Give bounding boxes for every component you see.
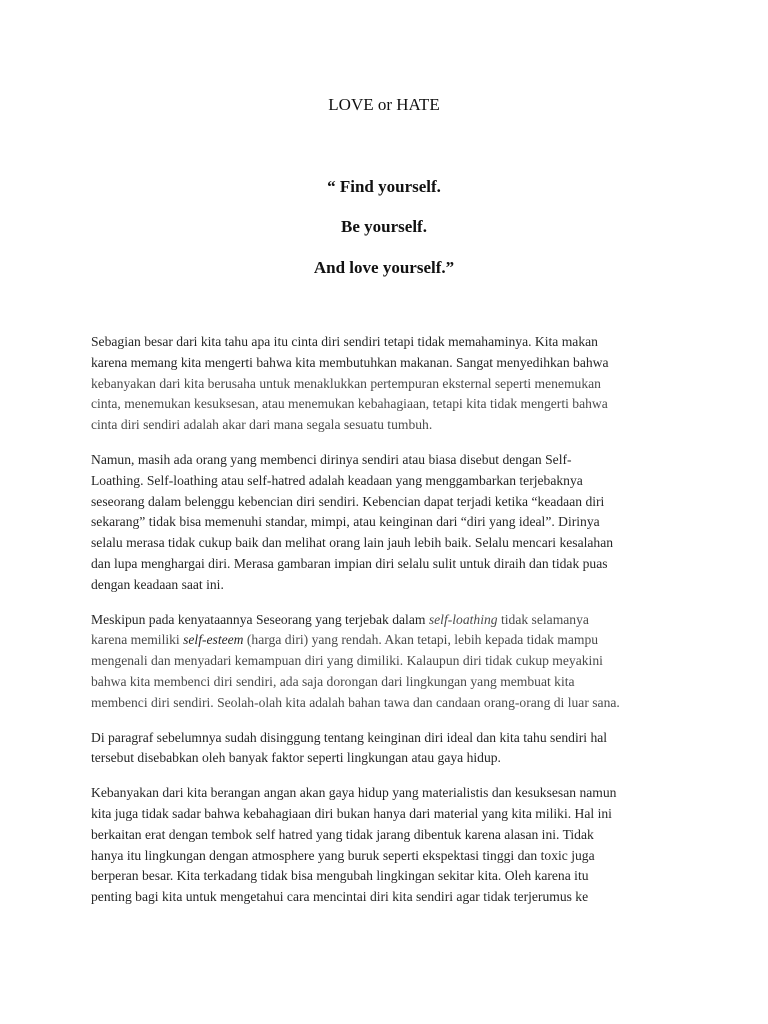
italic-term-self-loathing: self-loathing <box>428 611 498 627</box>
text-run: tidak selamanya <box>497 611 589 627</box>
quote-line-3: And love yourself.” <box>313 258 455 277</box>
paragraph-line: dengan keadaan saat ini. <box>91 576 224 592</box>
text-run: Meskipun pada kenyataannya Seseorang yang terjebak dalam <box>91 611 429 627</box>
paragraph-4 <box>91 728 677 770</box>
paragraph-2 <box>91 450 677 596</box>
paragraph-line: mengenali dan menyadari kemampuan diri yang dimiliki. Kalaupun diri tidak cukup meyakini <box>91 653 603 669</box>
paragraph-line: selalu merasa tidak cukup baik dan melihat orang lain jauh lebih baik. Selalu mencari kesalahan <box>91 535 614 551</box>
paragraph-line: penting bagi kita untuk mengetahui cara mencintai diri kita sendiri agar tidak terjerumus ke <box>91 889 589 905</box>
text-run: (harga diri) yang rendah. Akan tetapi, lebih kepada tidak mampu <box>243 632 599 648</box>
paragraph-5 <box>91 783 677 908</box>
italic-term-self-esteem: self-esteem <box>183 632 244 648</box>
paragraph-line: berperan besar. Kita terkadang tidak bisa mengubah lingkingan sekitar kita. Oleh karena itu <box>91 868 589 884</box>
quote-line-2: Be yourself. <box>341 217 427 236</box>
quote-line-1: “ Find yourself. <box>327 177 441 196</box>
paragraph-line: cinta, menemukan kesuksesan, atau menemukan kebahagiaan, tetapi kita tidak mengerti bahwa <box>91 396 608 412</box>
paragraph-3 <box>91 610 677 714</box>
paragraph-line: Loathing. Self-loathing atau self-hatred adalah keadaan yang menggambarkan terjebaknya <box>91 472 583 488</box>
paragraph-line: Di paragraf sebelumnya sudah disinggung tentang keinginan diri ideal dan kita tahu sendiri hal <box>91 729 608 745</box>
paragraph-line: berkaitan erat dengan tembok self hatred yang tidak jarang dibentuk karena alasan ini. Tidak <box>91 826 594 842</box>
paragraph-line: kita juga tidak sadar bahwa kebahagiaan diri bukan hanya dari material yang kita miliki. Hal ini <box>91 805 612 821</box>
paragraph-line: Sebagian besar dari kita tahu apa itu cinta diri sendiri tetapi tidak memahaminya. Kita makan <box>91 334 598 349</box>
paragraph-line: sekarang” tidak bisa memenuhi standar, mimpi, atau keinginan dari “diri yang ideal”. Dirinya <box>91 514 600 530</box>
paragraph-line: Kebanyakan dari kita berangan angan akan gaya hidup yang materialistis dan kesuksesan namun <box>91 785 617 801</box>
paragraph-line: hanya itu lingkungan dengan atmosphere yang buruk seperti ekspektasi tinggi dan toxic juga <box>91 847 595 863</box>
text-run: karena memiliki <box>91 632 184 648</box>
paragraph-line: karena memang kita mengerti bahwa kita membutuhkan makanan. Sangat menyedihkan bahwa <box>91 354 609 370</box>
paragraph-line <box>91 610 677 631</box>
paragraph-line: membenci diri sendiri. Seolah-olah kita adalah bahan tawa dan candaan orang-orang di luar sana. <box>91 694 620 710</box>
document-title: LOVE or HATE <box>328 95 440 114</box>
paragraph-line: tersebut disebabkan oleh banyak faktor seperti lingkungan atau gaya hidup. <box>91 750 501 766</box>
paragraph-1 <box>91 332 677 436</box>
document-body <box>91 332 677 922</box>
paragraph-line: cinta diri sendiri adalah akar dari mana segala sesuatu tumbuh. <box>91 417 433 433</box>
paragraph-line: bahwa kita membenci diri sendiri, ada saja dorongan dari lingkungan yang membuat kita <box>91 673 575 689</box>
paragraph-line: dan lupa menghargai diri. Merasa gambaran impian diri selalu sulit untuk diraih dan tidak puas <box>91 555 608 571</box>
paragraph-line <box>91 630 677 651</box>
paragraph-line: seseorang dalam belenggu kebencian diri sendiri. Kebencian dapat terjadi ketika “keadaan diri <box>91 493 605 509</box>
paragraph-line: Namun, masih ada orang yang membenci dirinya sendiri atau biasa disebut dengan Self- <box>91 451 572 467</box>
paragraph-line: kebanyakan dari kita berusaha untuk menaklukkan pertempuran eksternal seperti menemukan <box>91 375 601 391</box>
